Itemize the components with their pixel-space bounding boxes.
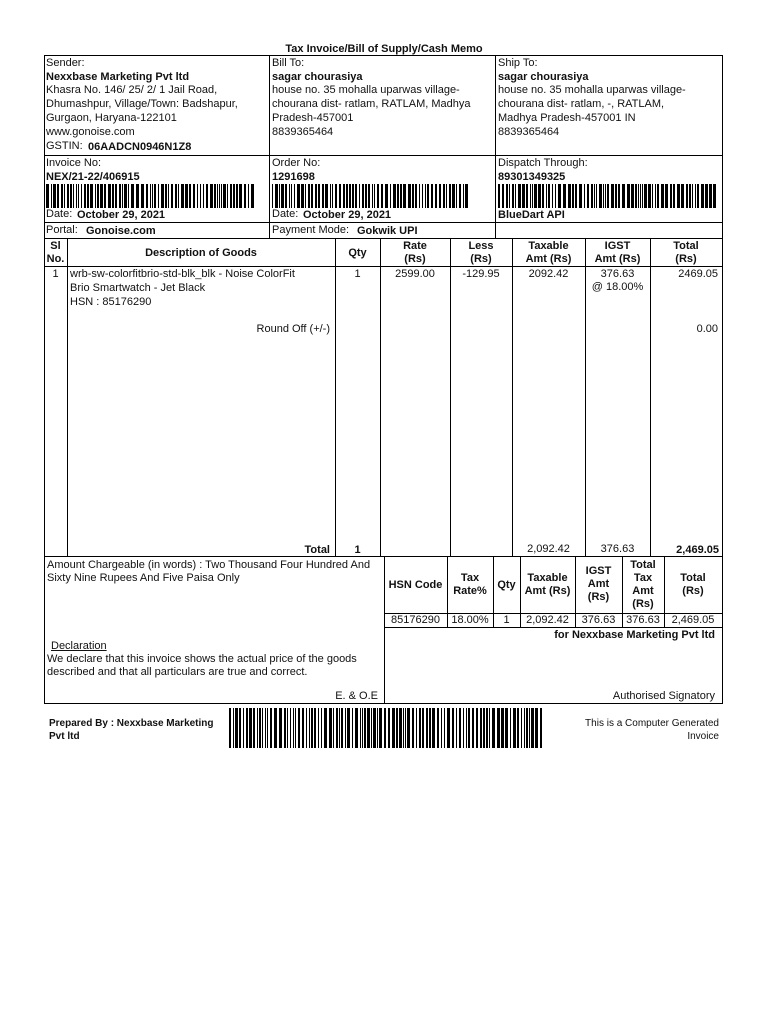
ship-to-address-line: house no. 35 mohalla uparwas village-	[498, 84, 686, 96]
hsn-row-total-tax: 376.63	[626, 614, 660, 626]
sender-label: Sender:	[46, 57, 85, 69]
dispatch-value: 89301349325	[498, 171, 566, 183]
item-rate: 2599.00	[395, 268, 435, 280]
sender-website: www.gonoise.com	[46, 126, 135, 138]
col-header-rate: (Rs)	[404, 253, 426, 265]
col-header-rate: Rate	[403, 240, 427, 252]
invoice-barcode	[46, 184, 254, 208]
col-header-igst: Amt (Rs)	[594, 253, 641, 265]
sender-address-line: Gurgaon, Haryana-122101	[46, 112, 177, 124]
payment-mode-label: Payment Mode:	[272, 224, 350, 236]
col-header-total: Total	[673, 240, 699, 252]
hsn-header-taxable: Amt (Rs)	[524, 585, 571, 597]
dispatch-barcode	[498, 184, 718, 208]
grid-line	[335, 238, 336, 556]
declaration-label: Declaration	[51, 640, 107, 652]
grid-line	[380, 238, 381, 556]
hsn-row-taxable: 2,092.42	[526, 614, 569, 626]
item-total: 2469.05	[678, 268, 718, 280]
hsn-row-code: 85176290	[391, 614, 440, 626]
for-company: for Nexxbase Marketing Pvt ltd	[554, 629, 715, 641]
grid-line	[495, 55, 496, 238]
col-header-less: (Rs)	[470, 253, 492, 265]
invoice-date-label: Date:	[46, 208, 73, 220]
hsn-header-igst: IGST	[585, 565, 612, 577]
authorised-signatory: Authorised Signatory	[612, 690, 715, 702]
hsn-header-total: Total	[680, 572, 706, 584]
totals-qty: 1	[354, 544, 361, 556]
hsn-header-igst: Amt	[587, 578, 610, 590]
bill-to-address-line: Pradesh-457001	[272, 112, 354, 124]
eoe: E. & O.E	[335, 690, 378, 702]
payment-mode-value: Gokwik UPI	[357, 225, 418, 237]
grid-line	[44, 55, 723, 56]
col-header-qty: Qty	[348, 247, 367, 259]
totals-igst: 376.63	[600, 543, 635, 555]
grid-line	[44, 55, 45, 703]
sender-name: Nexxbase Marketing Pvt ltd	[46, 71, 190, 83]
hsn-header-total-tax: (Rs)	[632, 598, 654, 610]
item-sl: 1	[52, 268, 59, 280]
amount-in-words: Amount Chargeable (in words) : Two Thousand Four Hundred And	[47, 559, 371, 571]
grid-line	[44, 238, 723, 239]
item-description: Brio Smartwatch - Jet Black	[70, 282, 206, 294]
declaration-text: described and that all particulars are true and correct.	[47, 666, 308, 678]
hsn-header-qty: Qty	[497, 579, 516, 591]
col-header-taxable: Taxable	[528, 240, 569, 252]
portal-value: Gonoise.com	[86, 225, 156, 237]
item-description: wrb-sw-colorfitbrio-std-blk_blk - Noise ColorFit	[70, 268, 295, 280]
order-no-label: Order No:	[272, 157, 321, 169]
order-no-value: 1291698	[272, 171, 315, 183]
totals-total: 2,469.05	[676, 544, 719, 556]
gstin-value: 06AADCN0946N1Z8	[88, 141, 192, 153]
bill-to-phone: 8839365464	[272, 126, 334, 138]
item-igst-rate: @ 18.00%	[591, 281, 644, 293]
sender-address-line: Khasra No. 146/ 25/ 2/ 1 Jail Road,	[46, 84, 218, 96]
grid-line	[44, 266, 723, 267]
hsn-header-total-tax: Total	[630, 559, 656, 571]
col-header-sl: No.	[46, 253, 65, 265]
hsn-header-igst: (Rs)	[587, 591, 610, 603]
gstin-label: GSTIN:	[46, 140, 83, 152]
totals-label: Total	[304, 544, 330, 556]
sender-address-line: Dhumashpur, Village/Town: Badshapur,	[46, 98, 238, 110]
invoice-date-value: October 29, 2021	[77, 209, 166, 221]
dispatch-carrier: BlueDart API	[498, 209, 565, 221]
hsn-row-total: 2,469.05	[671, 614, 715, 626]
invoice-title: Tax Invoice/Bill of Supply/Cash Memo	[285, 43, 483, 55]
prepared-by: Pvt ltd	[49, 731, 80, 742]
order-date-label: Date:	[272, 208, 299, 220]
computer-generated-note: Invoice	[687, 731, 719, 742]
footer-barcode	[229, 708, 545, 748]
grid-line	[44, 222, 723, 223]
bill-to-address-line: chourana dist- ratlam, RATLAM, Madhya	[272, 98, 471, 110]
bill-to-name: sagar chourasiya	[272, 71, 363, 83]
grid-line	[44, 155, 723, 156]
grid-line	[44, 703, 723, 704]
item-hsn: HSN : 85176290	[70, 296, 152, 308]
totals-taxable: 2,092.42	[527, 543, 570, 555]
col-header-taxable: Amt (Rs)	[525, 253, 572, 265]
ship-to-name: sagar chourasiya	[498, 71, 589, 83]
grid-line	[269, 55, 270, 238]
grid-line	[450, 238, 451, 556]
col-header-total: (Rs)	[675, 253, 697, 265]
hsn-row-qty: 1	[503, 614, 510, 626]
invoice-no-label: Invoice No:	[46, 157, 102, 169]
prepared-by: Prepared By : Nexxbase Marketing	[49, 718, 214, 729]
declaration-text: We declare that this invoice shows the actual price of the goods	[47, 653, 357, 665]
hsn-header-total-tax: Tax	[633, 572, 653, 584]
hsn-header-total: (Rs)	[682, 585, 704, 597]
col-header-igst: IGST	[604, 240, 631, 252]
ship-to-phone: 8839365464	[498, 126, 560, 138]
dispatch-label: Dispatch Through:	[498, 157, 588, 169]
invoice-no-value: NEX/21-22/406915	[46, 171, 140, 183]
amount-in-words: Sixty Nine Rupees And Five Paisa Only	[47, 572, 240, 584]
grid-line	[512, 238, 513, 556]
grid-line	[384, 627, 723, 628]
hsn-row-igst: 376.63	[581, 614, 616, 626]
ship-to-label: Ship To:	[498, 57, 538, 69]
round-off-label: Round Off (+/-)	[256, 323, 330, 335]
hsn-header-code: HSN Code	[388, 579, 443, 591]
item-igst: 376.63	[600, 268, 635, 280]
col-header-less: Less	[468, 240, 494, 252]
col-header-sl: Sl	[50, 240, 61, 252]
ship-to-address-line: Madhya Pradesh-457001 IN	[498, 112, 636, 124]
grid-line	[650, 238, 651, 556]
round-off-value: 0.00	[696, 323, 718, 335]
ship-to-address-line: chourana dist- ratlam, -, RATLAM,	[498, 98, 665, 110]
computer-generated-note: This is a Computer Generated	[585, 718, 719, 729]
order-date-value: October 29, 2021	[303, 209, 392, 221]
item-less: -129.95	[462, 268, 500, 280]
col-header-description: Description of Goods	[145, 247, 257, 259]
bill-to-label: Bill To:	[272, 57, 305, 69]
hsn-header-total-tax: Amt	[632, 585, 654, 597]
grid-line	[722, 55, 723, 703]
grid-line	[67, 238, 68, 556]
item-qty: 1	[354, 268, 361, 280]
bill-to-address-line: house no. 35 mohalla uparwas village-	[272, 84, 460, 96]
hsn-header-rate: Rate%	[453, 585, 487, 597]
item-taxable: 2092.42	[528, 268, 569, 280]
hsn-row-rate: 18.00%	[451, 614, 489, 626]
order-barcode	[272, 184, 472, 208]
hsn-header-taxable: Taxable	[527, 572, 568, 584]
hsn-header-rate: Tax	[460, 572, 480, 584]
portal-label: Portal:	[46, 224, 78, 236]
